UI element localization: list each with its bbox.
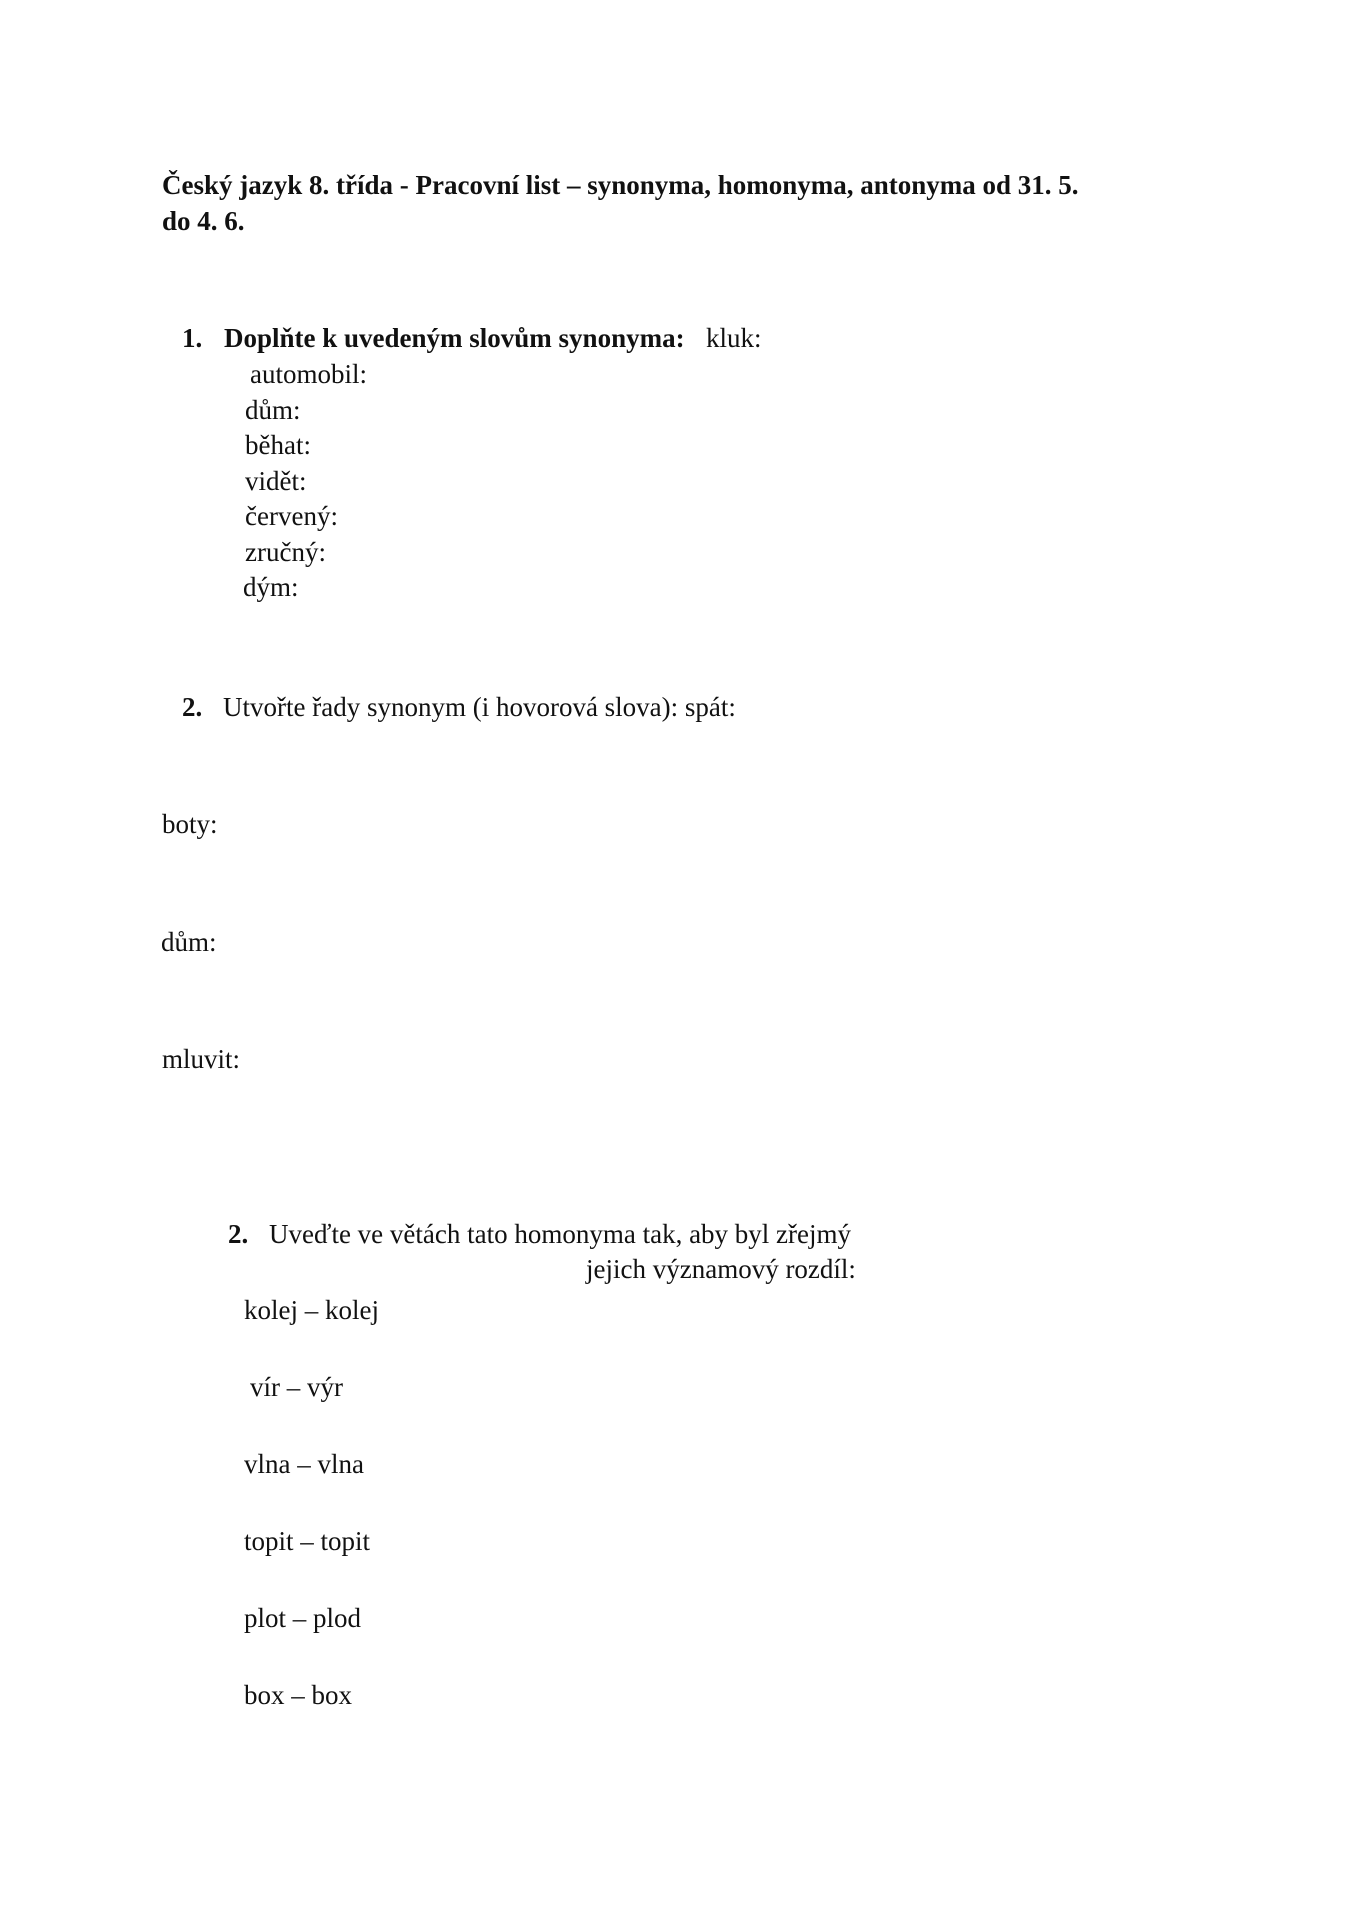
task1-word: červený: xyxy=(245,501,338,531)
task3-number: 2. xyxy=(228,1219,249,1249)
task1-word-kluk: kluk: xyxy=(706,323,762,353)
homonym-pair: vlna – vlna xyxy=(244,1449,364,1479)
homonym-pair: plot – plod xyxy=(244,1603,362,1633)
page-title-line-1: Český jazyk 8. třída - Pracovní list – synonyma, homonyma, antonyma od 31. 5. xyxy=(162,170,1079,200)
homonym-pair: topit – topit xyxy=(244,1526,371,1556)
task1-word: běhat: xyxy=(245,430,311,460)
homonym-pair: kolej – kolej xyxy=(244,1295,379,1325)
task2-word-dum: dům: xyxy=(161,927,217,957)
task3-instruction-line-2: jejich významový rozdíl: xyxy=(586,1254,856,1284)
task2-word-mluvit: mluvit: xyxy=(162,1044,241,1074)
task1-word: dým: xyxy=(243,572,299,602)
task1-word: automobil: xyxy=(250,359,367,389)
task1-instruction: Doplňte k uvedeným slovům synonyma: xyxy=(224,323,685,353)
task1-word: vidět: xyxy=(245,466,307,496)
task2-word-boty: boty: xyxy=(162,809,218,839)
task2-number: 2. xyxy=(182,692,203,722)
task1-word: zručný: xyxy=(245,537,326,567)
task1-number: 1. xyxy=(182,323,203,353)
homonym-pair: vír – výr xyxy=(250,1372,343,1402)
task2-instruction: Utvořte řady synonym (i hovorová slova): spát: xyxy=(223,692,736,722)
page-title-line-2: do 4. 6. xyxy=(162,206,245,236)
task3-instruction-line-1: Uveďte ve větách tato homonyma tak, aby byl zřejmý xyxy=(269,1219,852,1249)
homonym-pair: box – box xyxy=(244,1680,352,1710)
task1-word: dům: xyxy=(245,395,301,425)
